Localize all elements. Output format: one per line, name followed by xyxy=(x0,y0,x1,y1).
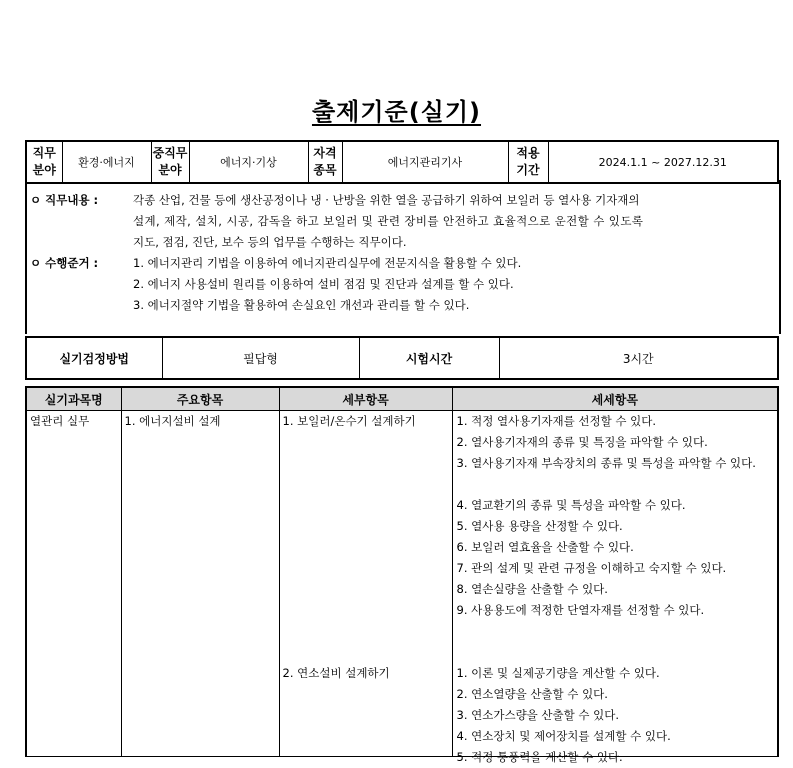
col-header-main-item: 주요항목 xyxy=(121,387,279,411)
col-header-detail: 세세항목 xyxy=(452,387,778,411)
performance-line: 1. 에너지관리 기법을 이용하여 에너지관리실무에 전문지식을 활용할 수 있다. xyxy=(133,256,522,270)
col-header-sub-item: 세부항목 xyxy=(279,387,452,411)
main-item-cell xyxy=(121,411,279,757)
job-description-box xyxy=(25,180,781,334)
period-value: 2024.1.1 ~ 2027.12.31 xyxy=(548,141,778,183)
performance-label: ㅇ 수행준거 : xyxy=(30,256,99,270)
col-header-subject: 실기과목명 xyxy=(26,387,121,411)
duty-line: 지도, 점검, 진단, 보수 등의 업무를 수행하는 직무이다. xyxy=(133,235,407,249)
sub-field-label: 중직무 분야 xyxy=(151,141,189,183)
duty-line: 각종 산업, 건물 등에 생산공정이나 냉 · 난방을 위한 열을 공급하기 위하여 보일러 등 열사용 기자재의 xyxy=(133,193,640,207)
method-label: 실기검정방법 xyxy=(26,337,162,379)
job-field-label: 직무 분야 xyxy=(26,141,62,183)
detail-item: 2. 연소열량을 산출할 수 있다. xyxy=(456,687,608,701)
detail-item: 2. 열사용기자재의 종류 및 특징을 파악할 수 있다. xyxy=(456,435,708,449)
detail-item: 3. 연소가스량을 산출할 수 있다. xyxy=(456,708,620,722)
detail-item: 4. 열교환기의 종류 및 특성을 파악할 수 있다. xyxy=(456,498,686,512)
detail-item: 4. 연소장치 및 제어장치를 설계할 수 있다. xyxy=(456,729,671,743)
duty-line: 설계, 제작, 설치, 시공, 감독을 하고 보일러 및 관련 장비를 안전하고 효율적으로 운전할 수 있도록 xyxy=(133,214,644,228)
page-title: 출제기준(실기) xyxy=(311,98,482,126)
performance-line: 3. 에너지절약 기법을 활용하여 손실요인 개선과 관리를 할 수 있다. xyxy=(133,298,470,312)
exam-standards-table xyxy=(25,386,779,764)
qualification-header-table xyxy=(25,140,779,184)
detail-item: 9. 사용용도에 적정한 단열자재를 선정할 수 있다. xyxy=(456,603,705,617)
detail-item: 1. 이론 및 실제공기량을 계산할 수 있다. xyxy=(456,666,660,680)
time-label: 시험시간 xyxy=(359,337,499,379)
exam-method-table xyxy=(25,336,779,380)
duty-label: ㅇ 직무내용 : xyxy=(30,193,99,207)
detail-item: 5. 적정 통풍력을 계산할 수 있다. xyxy=(456,750,623,764)
detail-item: 1. 적정 열사용기자재를 선정할 수 있다. xyxy=(456,414,657,428)
detail-item: 8. 열손실량을 산출할 수 있다. xyxy=(456,582,608,596)
qualification-label: 자격 종목 xyxy=(308,141,342,183)
period-label: 적용 기간 xyxy=(508,141,548,183)
detail-item: 3. 열사용기자재 부속장치의 종류 및 특성을 파악할 수 있다. xyxy=(456,456,756,470)
qualification-value: 에너지관리기사 xyxy=(342,141,508,183)
method-value: 필답형 xyxy=(162,337,359,379)
subject-value: 열관리 실무 xyxy=(30,414,90,428)
detail-item: 7. 관의 설계 및 관련 규정을 이해하고 숙지할 수 있다. xyxy=(456,561,727,575)
subject-cell xyxy=(26,411,121,757)
detail-item: 5. 열사용 용량을 산정할 수 있다. xyxy=(456,519,623,533)
performance-line: 2. 에너지 사용설비 원리를 이용하여 설비 점검 및 진단과 설계를 할 수 있다. xyxy=(133,277,514,291)
sub-item: 1. 보일러/온수기 설계하기 xyxy=(282,414,416,428)
sub-item-cell xyxy=(279,411,452,757)
sub-field-value: 에너지·기상 xyxy=(189,141,308,183)
detail-item: 6. 보일러 열효율을 산출할 수 있다. xyxy=(456,540,634,554)
sub-item: 2. 연소설비 설계하기 xyxy=(282,666,390,680)
job-field-value: 환경·에너지 xyxy=(62,141,151,183)
detail-cell xyxy=(452,411,778,764)
time-value: 3시간 xyxy=(499,337,778,379)
main-item-value: 1. 에너지설비 설계 xyxy=(124,414,221,428)
